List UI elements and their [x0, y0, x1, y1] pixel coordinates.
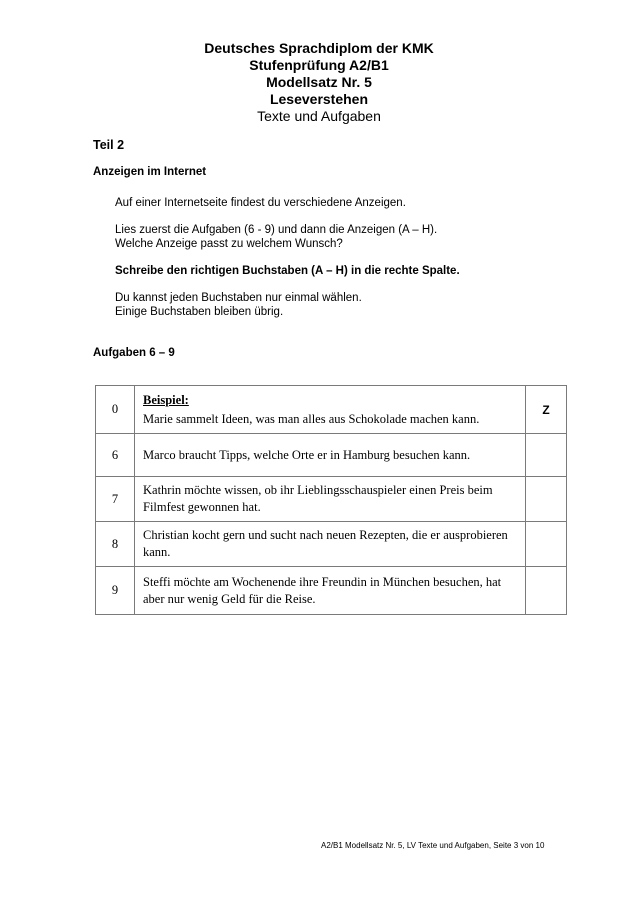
part-title: Teil 2	[93, 138, 125, 152]
row-number: 8	[96, 522, 135, 567]
header-line-4: Leseverstehen	[269, 91, 369, 107]
row-number: 9	[96, 567, 135, 615]
answer-cell[interactable]	[526, 567, 567, 615]
answer-cell: Z	[526, 386, 567, 434]
task-text: Steffi möchte am Wochenende ihre Freundin in München besuchen, hat aber nur wenig Geld für die Reise.	[135, 567, 526, 615]
header-line-1: Deutsches Sprachdiplom der KMK	[204, 40, 434, 56]
instruction-read-first: Lies zuerst die Aufgaben (6 - 9) und dann die Anzeigen (A – H).	[115, 224, 438, 236]
tasks-label: Aufgaben 6 – 9	[93, 347, 175, 359]
row-number: 0	[96, 386, 135, 434]
row-number: 6	[96, 434, 135, 477]
header-line-5: Texte und Aufgaben	[257, 108, 381, 124]
table-row	[96, 434, 567, 477]
tasks-table	[95, 385, 567, 615]
answer-cell[interactable]	[526, 522, 567, 567]
header-line-3: Modellsatz Nr. 5	[266, 74, 372, 90]
task-text: Christian kocht gern und sucht nach neuen Rezepten, die er ausprobieren kann.	[135, 522, 526, 567]
task-text: Kathrin möchte wissen, ob ihr Lieblingsschauspieler einen Preis beim Filmfest gewonnen hat.	[135, 477, 526, 522]
table-row	[96, 477, 567, 522]
instruction-write: Schreibe den richtigen Buchstaben (A – H) in die rechte Spalte.	[115, 265, 460, 277]
document-header	[0, 40, 638, 125]
answer-cell[interactable]	[526, 477, 567, 522]
example-label: Beispiel:	[143, 392, 189, 407]
row-number: 7	[96, 477, 135, 522]
table-row	[96, 522, 567, 567]
answer-cell[interactable]	[526, 434, 567, 477]
task-text: Marco braucht Tipps, welche Orte er in Hamburg besuchen kann.	[135, 434, 526, 477]
instruction-question: Welche Anzeige passt zu welchem Wunsch?	[115, 238, 343, 250]
instruction-left-over: Einige Buchstaben bleiben übrig.	[115, 306, 284, 318]
table-row	[96, 567, 567, 615]
instruction-once: Du kannst jeden Buchstaben nur einmal wählen.	[115, 292, 362, 304]
header-line-2: Stufenprüfung A2/B1	[249, 57, 389, 73]
section-title: Anzeigen im Internet	[93, 166, 207, 178]
instruction-intro: Auf einer Internetseite findest du verschiedene Anzeigen.	[115, 197, 406, 209]
example-cell	[135, 386, 526, 434]
page-footer: A2/B1 Modellsatz Nr. 5, LV Texte und Aufgaben, Seite 3 von 10	[321, 841, 545, 850]
example-row	[96, 386, 567, 434]
example-text: Marie sammelt Ideen, was man alles aus Schokolade machen kann.	[143, 411, 480, 426]
